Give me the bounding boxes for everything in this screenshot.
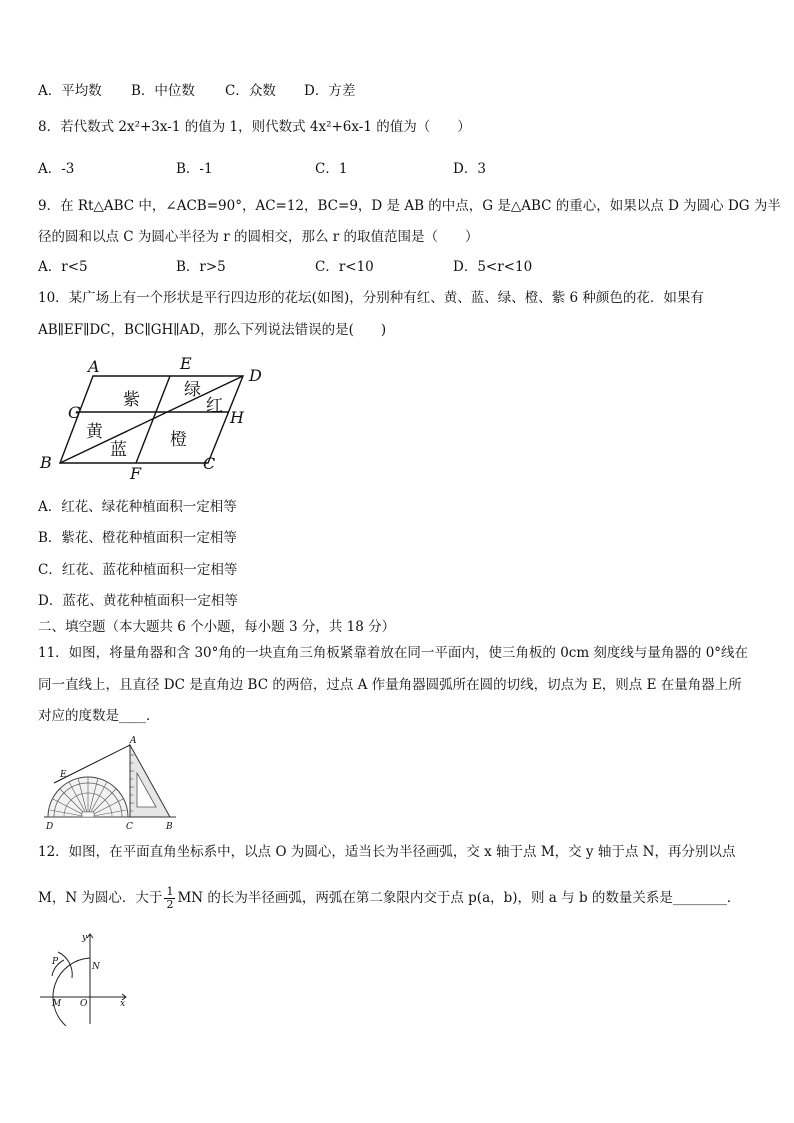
q7-option-b: B．中位数 [131,83,195,99]
q12-label-n: N [92,962,100,972]
q8-stem: 8．若代数式 2x²+3x-1 的值为 1，则代数式 4x²+6x-1 的值为（ ） [38,119,471,135]
q12-label-m: M [52,999,62,1009]
q10-region-purple: 紫 [123,390,140,410]
q11-label-a: A [130,736,137,746]
q12-stem-line2-part2: MN 的长为半径画弧，两弧在第二象限内交于点 p(a，b)，则 a 与 b 的数量关系是________． [177,890,741,906]
q8-option-d: D．3 [453,161,486,177]
q11-label-c: C [126,822,133,832]
q9-option-c: C．r<10 [315,259,374,275]
q10-label-g: G [68,403,81,422]
q12-fraction-denominator: 2 [166,898,174,911]
q7-option-c: C．众数 [225,83,276,99]
q11-protractor-figure [38,735,188,833]
q10-stem-line1: 10．某广场上有一个形状是平行四边形的花坛(如图)，分别种有红、黄、蓝、绿、橙、紫 6 种颜色的花．如果有 [38,290,704,306]
section2-heading: 二、填空题（本大题共 6 个小题，每小题 3 分，共 18 分） [38,619,396,635]
q12-fraction-numerator: 1 [166,885,174,898]
q12-label-y: y [82,933,88,943]
q8-option-b: B．-1 [176,161,213,177]
q10-parallelogram-figure [30,355,290,485]
q7-option-a: A．平均数 [38,83,102,99]
q7-option-d: D．方差 [304,83,356,99]
q10-region-green: 绿 [184,380,201,400]
q9-option-b: B．r>5 [176,259,226,275]
q11-label-b: B [166,822,173,832]
q10-label-e: E [180,355,192,373]
q10-option-c: C．红花、蓝花种植面积一定相等 [38,562,238,578]
q10-region-blue: 蓝 [110,440,127,460]
q10-stem-line2: AB∥EF∥DC，BC∥GH∥AD，那么下列说法错误的是( ) [38,322,387,338]
q8-option-a: A．-3 [38,161,75,177]
q12-coordinate-figure [38,930,138,1026]
q12-stem-line2-part1: M，N 为圆心．大于 [38,890,163,906]
q12-label-p: P [52,957,59,967]
q10-label-d: D [249,366,262,385]
q10-label-h: H [230,408,244,427]
q10-option-a: A．红花、绿花种植面积一定相等 [38,499,237,515]
q12-label-o: O [80,999,88,1009]
q11-triangle-ruler [130,745,170,817]
q11-label-e: E [60,770,67,780]
q10-label-a: A [88,357,100,376]
q9-option-a: A．r<5 [38,259,88,275]
q10-region-yellow: 黄 [86,422,103,442]
q11-protractor [48,777,128,817]
q12-stem-line2 [38,885,740,911]
q12-fraction [164,886,175,911]
q8-option-c: C．1 [315,161,348,177]
q11-stem-line2: 同一直线上，且直径 DC 是直角边 BC 的两倍，过点 A 作量角器圆弧所在圆的切线，切点为 E，则点 E 在量角器上所 [38,677,742,693]
q11-label-d: D [46,822,54,832]
q10-option-d: D．蓝花、黄花种植面积一定相等 [38,593,238,609]
q9-option-d: D．5<r<10 [453,259,533,275]
q9-stem-line1: 9．在 Rt△ABC 中，∠ACB=90°，AC=12，BC=9，D 是 AB 的中点，G 是△ABC 的重心，如果以点 D 为圆心 DG 为半 [38,198,781,214]
q12-stem-line1: 12．如图，在平面直角坐标系中，以点 O 为圆心，适当长为半径画弧，交 x 轴于点 M，交 y 轴于点 N，再分别以点 [38,844,736,860]
q10-label-c: C [203,454,216,473]
q11-stem-line3: 对应的度数是____． [38,708,160,724]
q11-stem-line1: 11．如图，将量角器和含 30°角的一块直角三角板紧靠着放在同一平面内，使三角板的 0cm 刻度线与量角器的 0°线在 [38,645,749,661]
q12-label-x: x [120,999,126,1009]
q10-label-f: F [130,464,142,483]
q10-region-orange: 橙 [170,430,187,450]
q10-region-red: 红 [206,396,223,416]
q10-label-b: B [40,453,52,472]
q10-option-b: B．紫花、橙花种植面积一定相等 [38,530,237,546]
q9-stem-line2: 径的圆和以点 C 为圆心半径为 r 的圆相交，那么 r 的取值范围是（ ） [38,229,479,245]
